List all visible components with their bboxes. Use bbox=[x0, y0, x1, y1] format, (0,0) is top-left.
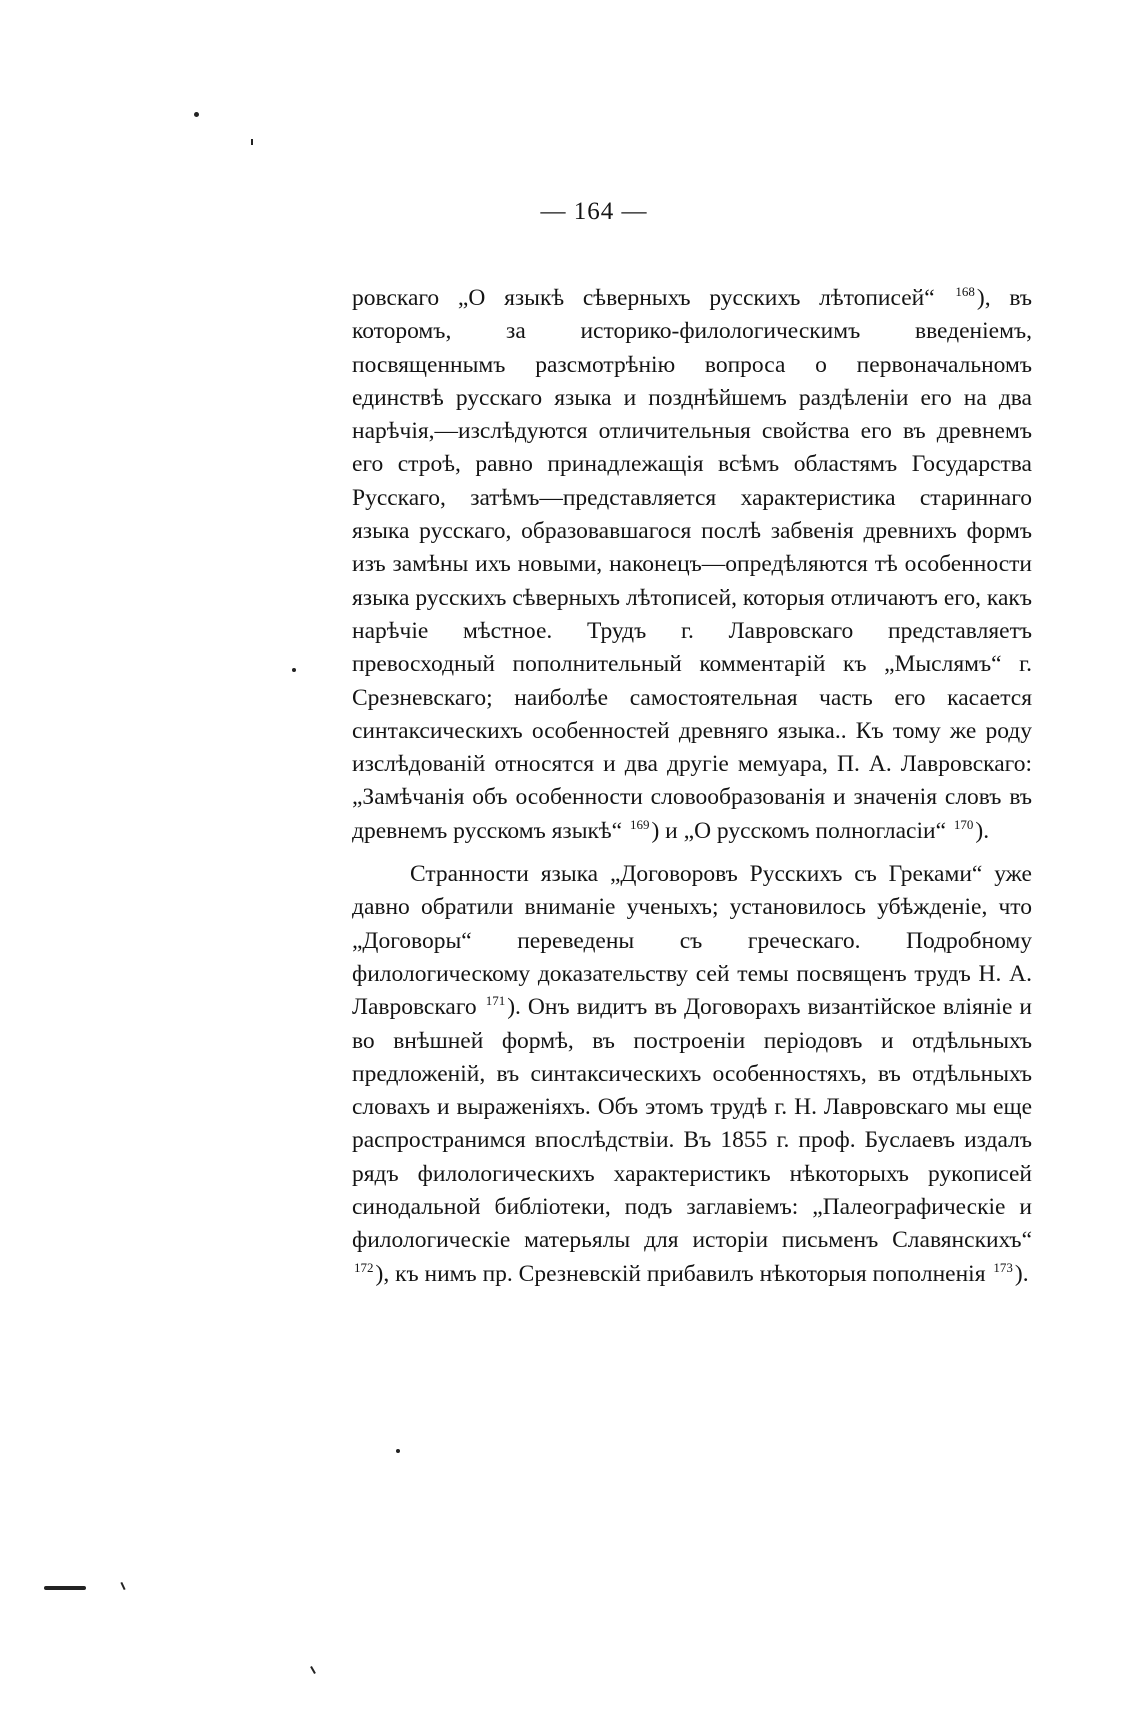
text-run: ровскаго „О языкѣ сѣверныхъ русскихъ лѣтописей“ bbox=[352, 285, 954, 311]
scan-speck bbox=[251, 139, 253, 145]
scan-speck bbox=[194, 112, 199, 117]
scan-speck bbox=[310, 1666, 316, 1674]
text-run: Странности языка „Договоровъ Русскихъ съ Греками“ уже давно обратили вниманіе ученыхъ; установилось убѣжденіе, что „Договоры“ переведены съ греческаго. Подробному филологическому доказательству сей темы посвященъ трудъ Н. А. Лавровскаго bbox=[352, 861, 1032, 1021]
text-run: ), къ нимъ пр. Срезневскій прибавилъ нѣкоторыя пополненія bbox=[375, 1260, 992, 1287]
text-run: ) и „О русскомъ полногласіи“ bbox=[651, 817, 952, 844]
text-run: ). bbox=[1014, 1260, 1029, 1287]
footnote-ref: 171 bbox=[485, 993, 506, 1009]
footnote-ref: 169 bbox=[629, 816, 650, 832]
scan-speck bbox=[292, 668, 296, 672]
footnote-ref: 168 bbox=[955, 284, 975, 300]
text-run: ), въ которомъ, за историко-филологическимъ введеніемъ, посвященнымъ разсмотрѣнію вопроса о первоначальномъ единствѣ русскаго языка и позднѣйшемъ раздѣленіи его на два нарѣчія,—изслѣдуются отличительныя свойства его въ древнемъ его строѣ, равно принадлежащія всѣмъ областямъ Государства Русскаго, затѣмъ—представляется характеристика стариннаго языка русскаго, образовавшагося послѣ забвенія древнихъ формъ изъ замѣны ихъ новыми, наконецъ—опредѣляются тѣ особенности языка русскихъ сѣверныхъ лѣтописей, которыя отличаютъ его, какъ нарѣчіе мѣстное. Трудъ г. Лавровскаго представляетъ превосходный пополнительный комментарій къ „Мыслямъ“ г. Срезневскаго; наиболѣе самостоятельная часть его касается синтаксическихъ особенностей древняго языка.. Къ тому же роду изслѣдованій относятся и два другіе мемуара, П. А. Лавровскаго: „Замѣчанія объ особенности словообразованія и значенія словъ въ древнемъ русскомъ языкѣ“ bbox=[352, 285, 1032, 844]
scan-speck bbox=[396, 1449, 400, 1453]
scan-speck bbox=[120, 1582, 125, 1590]
footnote-ref: 172 bbox=[354, 1259, 374, 1275]
paragraph bbox=[352, 282, 1032, 848]
footnote-ref: 170 bbox=[953, 816, 974, 832]
scan-smudge bbox=[44, 1586, 86, 1590]
body-text bbox=[352, 282, 1032, 1291]
paragraph bbox=[352, 858, 1032, 1291]
footnote-ref: 173 bbox=[993, 1259, 1013, 1275]
text-run: ). Онъ видитъ въ Договорахъ византійское вліяніе и во внѣшней формѣ, въ построеніи періодовъ и отдѣльныхъ предложеній, въ синтаксическихъ особенностяхъ, въ отдѣльныхъ словахъ и выраженіяхъ. Объ этомъ трудѣ г. Н. Лавровскаго мы еще распространимся впослѣдствіи. Въ 1855 г. проф. Буслаевъ издалъ рядъ филологическихъ характеристикъ нѣкоторыхъ рукописей синодальной библіотеки, подъ заглавіемъ: „Палеографическіе и филологическіе матерьялы для исторіи письменъ Славянскихъ“ bbox=[352, 994, 1032, 1254]
text-run: ). bbox=[975, 817, 990, 844]
page-number: — 164 — bbox=[540, 198, 648, 225]
